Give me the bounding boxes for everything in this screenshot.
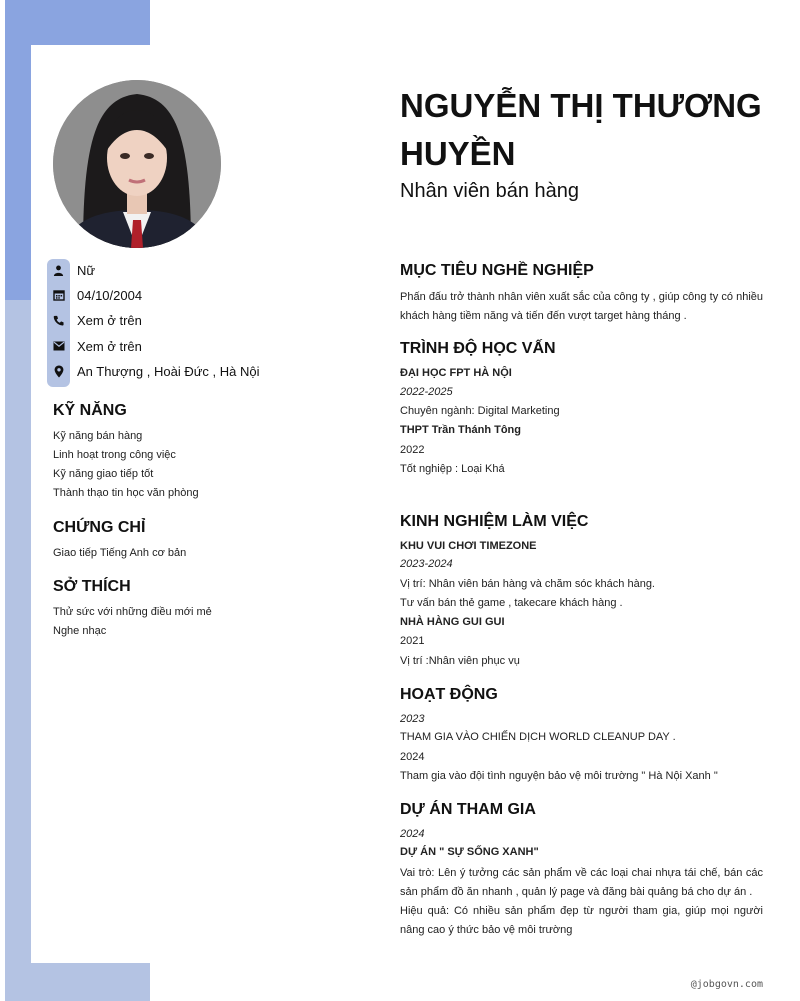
hobby-item: Thử sức với những điều mới mẻ bbox=[53, 606, 212, 618]
contact-birthdate bbox=[47, 285, 307, 305]
education-heading: TRÌNH ĐỘ HỌC VẤN bbox=[400, 340, 556, 357]
avatar-photo bbox=[53, 80, 221, 248]
skill-item: Linh hoạt trong công việc bbox=[53, 449, 176, 461]
experience-heading: KINH NGHIỆM LÀM VIỆC bbox=[400, 513, 589, 530]
address-text: An Thượng , Hoài Đức , Hà Nội bbox=[77, 363, 260, 379]
hobby-item: Nghe nhạc bbox=[53, 625, 107, 637]
email-text: Xem ở trên bbox=[77, 338, 142, 354]
email-icon bbox=[47, 336, 70, 356]
objective-heading: MỤC TIÊU NGHỀ NGHIỆP bbox=[400, 262, 594, 279]
birthdate-text: 04/10/2004 bbox=[77, 287, 143, 303]
education-detail: Tốt nghiệp : Loại Khá bbox=[400, 463, 505, 475]
activity-year: 2024 bbox=[400, 751, 425, 763]
experience-period: 2023-2024 bbox=[400, 558, 453, 570]
experience-period: 2021 bbox=[400, 635, 425, 647]
project-role: Vai trò: Lên ý tưởng các sản phẩm về các loại chai nhựa tái chế, bán các sản phẩm đồ ăn nhanh , quản lý page và đăng bài quảng bá cho dự án . bbox=[400, 867, 763, 898]
project-year: 2024 bbox=[400, 828, 425, 840]
certificate-item: Giao tiếp Tiếng Anh cơ bản bbox=[53, 547, 187, 559]
experience-detail: Tư vấn bán thẻ game , takecare khách hàng . bbox=[400, 597, 623, 609]
location-pin-icon bbox=[47, 361, 70, 381]
education-school: ĐẠI HỌC FPT HÀ NỘI bbox=[400, 367, 512, 379]
experience-company: NHÀ HÀNG GUI GUI bbox=[400, 616, 505, 628]
skill-item: Thành thạo tin học văn phòng bbox=[53, 487, 199, 499]
contact-gender bbox=[47, 260, 307, 280]
calendar-icon bbox=[47, 285, 70, 305]
candidate-title: Nhân viên bán hàng bbox=[400, 180, 580, 202]
certificates-heading: CHỨNG CHỈ bbox=[53, 519, 146, 536]
education-school: THPT Trần Thánh Tông bbox=[400, 424, 521, 436]
education-period: 2022-2025 bbox=[400, 386, 453, 398]
project-result: Hiệu quả: Có nhiều sản phẩm đẹp từ người tham gia, giúp mọi người nâng cao ý thức bảo vệ môi trường bbox=[400, 905, 763, 936]
experience-company: KHU VUI CHƠI TIMEZONE bbox=[400, 540, 537, 552]
projects-heading: DỰ ÁN THAM GIA bbox=[400, 801, 536, 818]
contact-email bbox=[47, 336, 307, 356]
activity-text: Tham gia vào đội tình nguyện bảo vệ môi trường " Hà Nội Xanh " bbox=[400, 770, 718, 782]
contact-address bbox=[47, 361, 307, 381]
hobbies-heading: SỞ THÍCH bbox=[53, 578, 131, 595]
skill-item: Kỹ năng bán hàng bbox=[53, 430, 143, 442]
project-name: DỰ ÁN " SỰ SỐNG XANH" bbox=[400, 846, 539, 858]
activity-year: 2023 bbox=[400, 713, 425, 725]
activity-text: THAM GIA VÀO CHIẾN DỊCH WORLD CLEANUP DAY . bbox=[400, 731, 676, 743]
watermark: @jobgovn.com bbox=[690, 979, 763, 990]
activities-heading: HOẠT ĐỘNG bbox=[400, 686, 498, 703]
avatar bbox=[53, 80, 221, 248]
gender-text: Nữ bbox=[77, 262, 96, 278]
objective-text: Phấn đấu trở thành nhân viên xuất sắc của công ty , giúp công ty có nhiều khách hàng tiềm năng và tiến đến vượt target hàng tháng . bbox=[400, 291, 763, 322]
education-detail: Chuyên ngành: Digital Marketing bbox=[400, 405, 560, 417]
experience-detail: Vị trí :Nhân viên phục vụ bbox=[400, 655, 520, 667]
contact-phone bbox=[47, 310, 307, 330]
skills-heading: KỸ NĂNG bbox=[53, 402, 127, 419]
phone-text: Xem ở trên bbox=[77, 312, 142, 328]
education-period: 2022 bbox=[400, 444, 425, 456]
candidate-name: NGUYỄN THỊ THƯƠNG HUYỀN bbox=[400, 87, 762, 172]
experience-detail: Vị trí: Nhân viên bán hàng và chăm sóc khách hàng. bbox=[400, 578, 655, 590]
person-icon bbox=[47, 260, 70, 280]
skill-item: Kỹ năng giao tiếp tốt bbox=[53, 468, 154, 480]
phone-icon bbox=[47, 310, 70, 330]
